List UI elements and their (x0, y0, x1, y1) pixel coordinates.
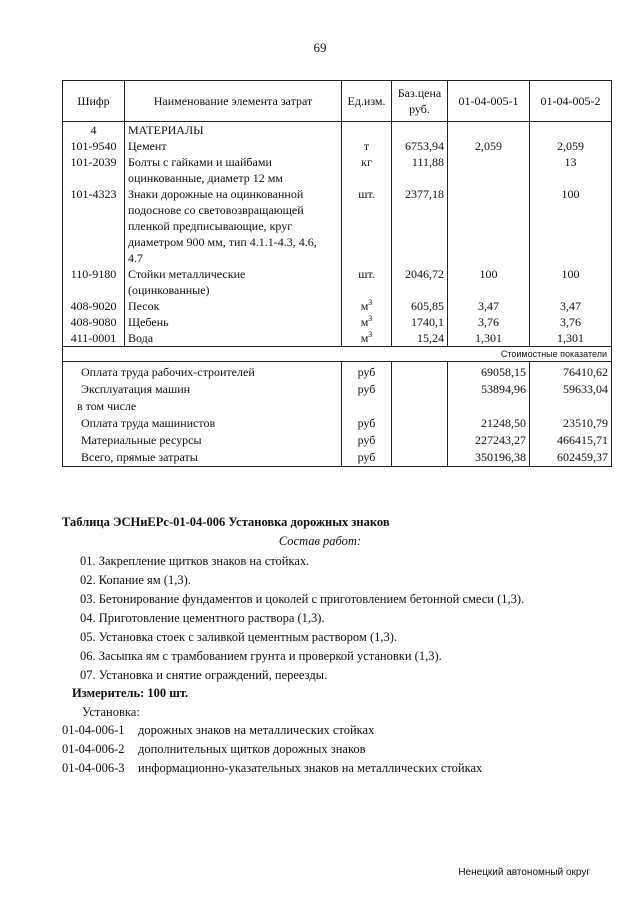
header-unit: Ед.изм. (342, 81, 392, 122)
total-row (63, 381, 612, 398)
table-row (63, 138, 612, 154)
row-value-2: 3,47 (530, 298, 612, 314)
cost-label: Стоимостные показатели (63, 347, 612, 362)
row-value-1: 2,059 (448, 138, 530, 154)
row-name-line: Стойки металлические (128, 267, 246, 281)
total-value-2: 602459,37 (530, 449, 612, 467)
row-unit (342, 186, 392, 266)
header-name: Наименование элемента затрат (125, 81, 342, 122)
total-value-1: 21248,50 (448, 415, 530, 432)
table-row (63, 266, 612, 298)
variant-item (62, 759, 482, 778)
section-code: 4 (63, 122, 125, 139)
header-price (392, 81, 448, 122)
row-price: 2377,18 (392, 186, 448, 266)
total-unit: руб (342, 362, 392, 382)
total-price-empty (392, 449, 448, 467)
total-value-2: 76410,62 (530, 362, 612, 382)
row-code: 101-9540 (63, 138, 125, 154)
table-caption: Таблица ЭСНиЕРс-01-04-006 Установка дорожных знаков (62, 515, 390, 529)
work-title: Состав работ: (278, 534, 362, 548)
row-name-line: подоснове со световозвращающей (128, 203, 304, 217)
total-price-empty (392, 432, 448, 449)
cost-label-row (63, 347, 612, 362)
total-price-empty (392, 381, 448, 398)
work-item: 03. Бетонирование фундаментов и цоколей с приготовлением бетонной смеси (1,3). (80, 592, 525, 606)
row-name-line: (оцинкованные) (128, 283, 210, 297)
row-price: 605,85 (392, 298, 448, 314)
row-code: 411-0001 (63, 330, 125, 347)
total-price-empty (392, 398, 448, 415)
table-row (63, 186, 612, 266)
row-code: 101-2039 (63, 154, 125, 186)
header-price-line1: Баз.цена (397, 86, 442, 100)
row-value-2: 100 (530, 266, 612, 298)
work-item: 02. Копание ям (1,3). (80, 573, 191, 587)
header-price-line2: руб. (409, 102, 430, 116)
total-row (63, 432, 612, 449)
row-value-1 (448, 186, 530, 266)
row-value-2: 3,76 (530, 314, 612, 330)
total-name: Эксплуатация машин (63, 381, 342, 398)
row-unit-text: шт. (358, 267, 375, 281)
work-item: 06. Засыпка ям с трамбованием грунта и проверкой установки (1,3). (80, 649, 442, 663)
total-row (63, 362, 612, 382)
total-row (63, 415, 612, 432)
total-name: Оплата труда рабочих-строителей (63, 362, 342, 382)
row-name (125, 314, 342, 330)
row-value-2: 13 (530, 154, 612, 186)
row-name (125, 138, 342, 154)
work-item: 04. Приготовление цементного раствора (1,3). (80, 611, 325, 625)
total-value-2: 59633,04 (530, 381, 612, 398)
total-value-1: 69058,15 (448, 362, 530, 382)
row-name-line: 4.7 (128, 251, 143, 265)
work-item: 05. Установка стоек с заливкой цементным раствором (1,3). (80, 630, 398, 644)
variant-code: 01-04-006-1 (62, 723, 125, 737)
variant-code: 01-04-006-3 (62, 761, 125, 775)
row-name (125, 186, 342, 266)
table-row (63, 330, 612, 347)
row-unit (342, 154, 392, 186)
row-name (125, 154, 342, 186)
total-unit: руб (342, 415, 392, 432)
row-name-line: Песок (128, 299, 160, 313)
total-name: Материальные ресурсы (63, 432, 342, 449)
row-price: 2046,72 (392, 266, 448, 298)
variant-item (62, 721, 482, 740)
row-unit-sup: 3 (368, 330, 373, 339)
total-value-2 (530, 398, 612, 415)
total-row (63, 398, 612, 415)
variant-text: дорожных знаков на металлических стойках (138, 723, 375, 737)
row-value-2: 100 (530, 186, 612, 266)
row-value-2: 1,301 (530, 330, 612, 347)
row-unit-text: м (360, 315, 369, 329)
row-name-line: Знаки дорожные на оцинкованной (128, 187, 304, 201)
total-row (63, 449, 612, 467)
row-code: 408-9080 (63, 314, 125, 330)
row-unit (342, 298, 392, 314)
total-unit: руб (342, 432, 392, 449)
work-item: 07. Установка и снятие ограждений, переезды. (80, 668, 328, 682)
section-row (63, 122, 612, 139)
row-value-1: 1,301 (448, 330, 530, 347)
variant-code: 01-04-006-2 (62, 742, 125, 756)
total-price-empty (392, 362, 448, 382)
table-header-row (63, 81, 612, 122)
total-value-1: 53894,96 (448, 381, 530, 398)
row-code: 408-9020 (63, 298, 125, 314)
footer-region: Ненецкий автономный округ (458, 867, 590, 878)
row-name-line: Цемент (128, 139, 167, 153)
row-code: 110-9180 (63, 266, 125, 298)
row-name (125, 298, 342, 314)
cost-table (62, 80, 612, 467)
row-name-line: оцинкованные, диаметр 12 мм (128, 171, 283, 185)
row-unit (342, 266, 392, 298)
row-name-line: Болты с гайками и шайбами (128, 155, 272, 169)
variant-item (62, 740, 482, 759)
row-price: 15,24 (392, 330, 448, 347)
install-label: Установка: (82, 705, 140, 719)
row-code: 101-4323 (63, 186, 125, 266)
header-col1: 01-04-005-1 (448, 81, 530, 122)
row-unit-text: м (360, 331, 369, 345)
row-unit-text: кг (361, 155, 372, 169)
row-unit (342, 138, 392, 154)
total-name: Всего, прямые затраты (63, 449, 342, 467)
header-code: Шифр (63, 81, 125, 122)
row-name-line: Щебень (128, 315, 169, 329)
row-unit (342, 330, 392, 347)
total-price-empty (392, 415, 448, 432)
row-unit-sup: 3 (368, 298, 373, 307)
row-value-1 (448, 154, 530, 186)
row-name-line: диаметром 900 мм, тип 4.1.1-4.3, 4.6, (128, 235, 317, 249)
total-value-1: 350196,38 (448, 449, 530, 467)
row-unit-sup: 3 (368, 314, 373, 323)
page-number: 69 (313, 40, 327, 55)
total-name: в том числе (63, 398, 342, 415)
section-name: МАТЕРИАЛЫ (125, 122, 342, 139)
measure: Измеритель: 100 шт. (72, 686, 189, 700)
row-price: 6753,94 (392, 138, 448, 154)
row-value-2: 2,059 (530, 138, 612, 154)
row-price: 1740,1 (392, 314, 448, 330)
row-name-line: пленкой предписывающие, круг (128, 219, 293, 233)
table-row (63, 298, 612, 314)
row-price: 111,88 (392, 154, 448, 186)
row-unit-text: м (360, 299, 369, 313)
total-value-2: 466415,71 (530, 432, 612, 449)
variants-list (62, 721, 482, 778)
works-list (80, 552, 524, 685)
row-value-1: 100 (448, 266, 530, 298)
total-value-1 (448, 398, 530, 415)
row-value-1: 3,76 (448, 314, 530, 330)
total-value-2: 23510,79 (530, 415, 612, 432)
row-name-line: Вода (128, 331, 154, 345)
header-col2: 01-04-005-2 (530, 81, 612, 122)
total-value-1: 227243,27 (448, 432, 530, 449)
total-unit (342, 398, 392, 415)
table-row (63, 314, 612, 330)
variant-text: информационно-указательных знаков на металлических стойках (138, 761, 483, 775)
row-name (125, 266, 342, 298)
total-unit: руб (342, 381, 392, 398)
row-unit-text: шт. (358, 187, 375, 201)
row-unit-text: т (363, 139, 370, 153)
work-item: 01. Закрепление щитков знаков на стойках. (80, 554, 310, 568)
row-name (125, 330, 342, 347)
table-row (63, 154, 612, 186)
total-name: Оплата труда машинистов (63, 415, 342, 432)
row-value-1: 3,47 (448, 298, 530, 314)
total-unit: руб (342, 449, 392, 467)
row-unit (342, 314, 392, 330)
variant-text: дополнительных щитков дорожных знаков (138, 742, 366, 756)
